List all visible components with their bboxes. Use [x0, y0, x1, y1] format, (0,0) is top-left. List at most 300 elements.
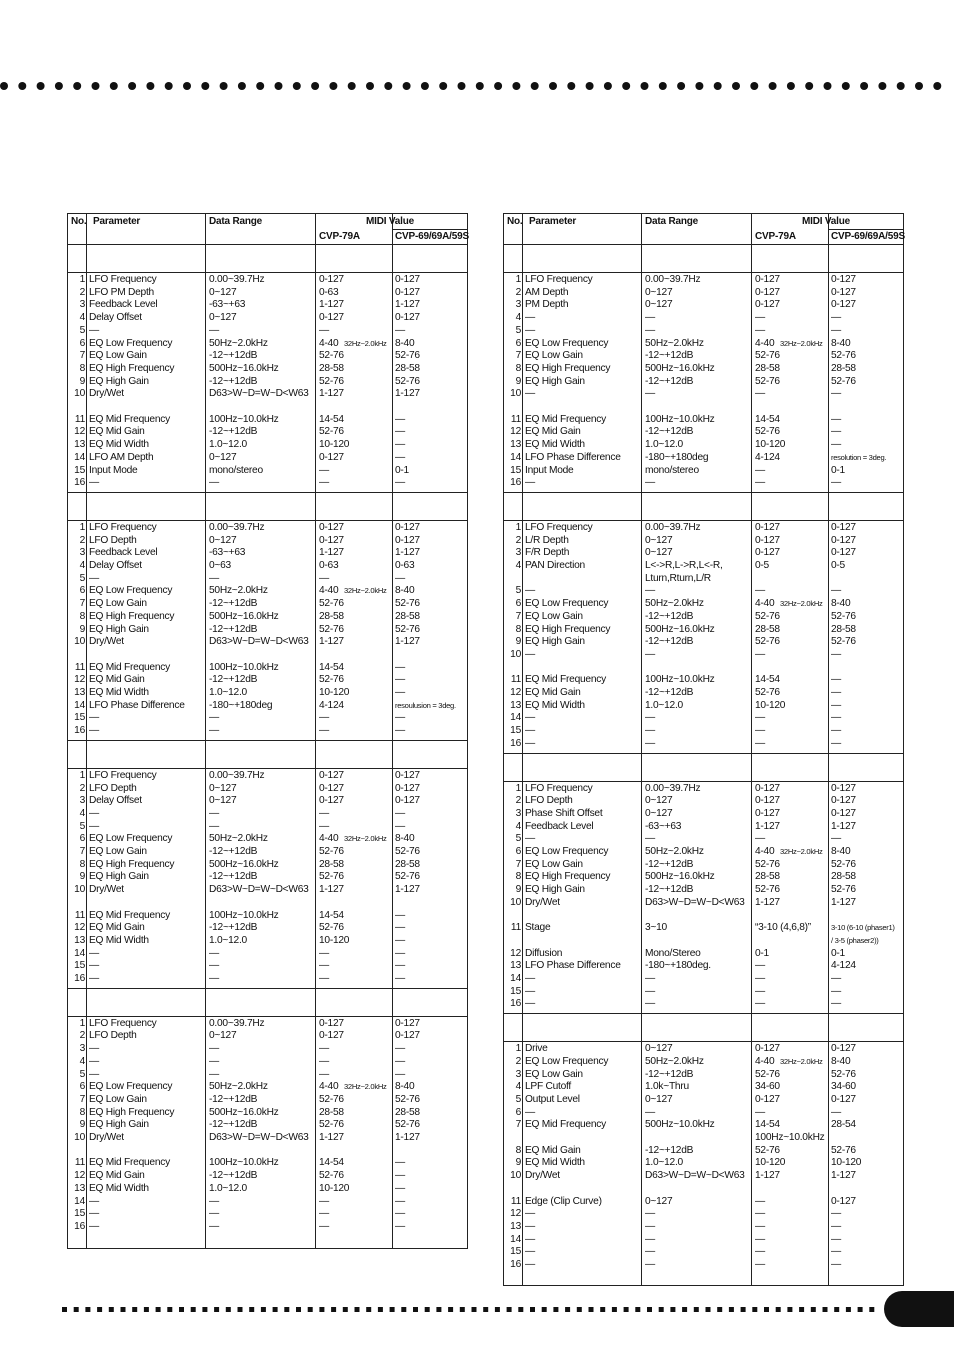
cell-no: 11: [74, 413, 85, 425]
cell-cvp69: 10-120: [831, 1157, 862, 1169]
rule-dot: [384, 82, 392, 90]
cell-parameter: EQ Mid Frequency: [89, 909, 170, 921]
cell-cvp69: 52-76: [831, 610, 856, 622]
cell-data-range: 1.0~12.0: [209, 439, 247, 451]
cell-parameter: EQ High Frequency: [89, 1106, 175, 1118]
cell-cvp69: —: [395, 572, 405, 584]
cell-data-range: -12~+12dB: [645, 858, 694, 870]
table-row: [504, 986, 903, 999]
cell-no: 7: [515, 858, 521, 870]
cell-parameter: —: [89, 1068, 99, 1080]
cell-cvp69: 4-124: [831, 960, 856, 972]
rule-square: [706, 1307, 711, 1312]
cell-parameter: EQ Mid Frequency: [89, 661, 170, 673]
table-row: [68, 287, 467, 300]
cell-data-range: -12~+12dB: [209, 922, 258, 934]
cell-no: 3: [79, 299, 85, 311]
table-row: [68, 859, 467, 872]
table-row: [68, 922, 467, 935]
cell-parameter: —: [89, 1055, 99, 1067]
cell-cvp79-note: 32Hz~2.0kHz: [780, 338, 823, 348]
cell-data-range: 0~127: [209, 451, 237, 463]
cell-cvp69: 52-76: [395, 375, 420, 387]
header-data-range: Data Range: [209, 216, 263, 227]
rule-square: [343, 1307, 348, 1312]
rule-dot: [458, 82, 466, 90]
cell-cvp79: —: [755, 985, 765, 997]
rule-dot: [439, 82, 447, 90]
cell-data-range: mono/stereo: [209, 464, 263, 476]
cell-parameter: Dry/Wet: [89, 636, 124, 648]
cell-cvp69: —: [395, 1157, 405, 1169]
cell-no: 8: [79, 1106, 85, 1118]
cell-parameter: LFO Frequency: [525, 521, 593, 533]
rule-square: [284, 1307, 289, 1312]
cell-data-range: 0~127: [645, 1093, 673, 1105]
cell-data-range: 0~127: [209, 534, 237, 546]
cell-cvp79: 0-127: [319, 795, 344, 807]
cell-cvp69: 0-127: [831, 1195, 856, 1207]
rule-square: [401, 1307, 406, 1312]
cell-cvp79: 52-76: [755, 687, 780, 698]
section-end-line: [504, 1013, 903, 1014]
cell-data-range: -12~+12dB: [209, 350, 258, 362]
cell-cvp69: —: [831, 477, 841, 489]
cell-no: 14: [510, 712, 521, 724]
rule-square: [109, 1307, 114, 1312]
cell-no: 15: [74, 1208, 85, 1220]
cell-parameter: —: [89, 973, 99, 984]
header-cvp79: CVP-79A: [755, 231, 796, 242]
cell-cvp69: 52-76: [395, 1119, 420, 1131]
cell-data-range: -180~+180deg.: [645, 960, 711, 972]
cell-no: 8: [79, 858, 85, 870]
cell-cvp79: 28-58: [319, 362, 344, 374]
table-row: [504, 833, 903, 846]
rule-dot: [110, 82, 118, 90]
cell-cvp79: 0-127: [755, 286, 780, 298]
table-row: [68, 598, 467, 611]
section-end-line: [504, 492, 903, 493]
cell-cvp69: 0-127: [831, 299, 856, 311]
cell-cvp69: —: [395, 426, 405, 438]
cell-cvp79: 10-120: [319, 687, 350, 698]
table-row: [68, 897, 467, 910]
cell-parameter: LFO Frequency: [89, 1017, 157, 1029]
cell-data-range: —: [645, 1233, 655, 1245]
cell-cvp69: —: [831, 833, 841, 845]
rule-square: [858, 1307, 863, 1312]
table-row: [68, 1107, 467, 1120]
cell-cvp69: —: [395, 725, 405, 737]
midi-value-divider: [828, 229, 903, 230]
cell-no: 9: [79, 1119, 85, 1131]
cell-cvp79: 4-40: [755, 598, 775, 610]
cell-cvp79: —: [319, 1043, 329, 1055]
cell-data-range: 500Hz~10.0kHz: [645, 1119, 715, 1131]
table-row: [68, 1081, 467, 1094]
cell-no: 12: [510, 426, 521, 438]
cell-cvp79: 4-40: [755, 846, 775, 857]
section-end-line: [68, 492, 467, 493]
cell-parameter: Feedback Level: [89, 547, 158, 559]
cell-cvp69: 52-76: [395, 871, 420, 883]
table-row: [68, 795, 467, 808]
cell-data-range: -12~+12dB: [645, 1144, 694, 1156]
cell-cvp79: —: [755, 388, 765, 400]
table-row: [504, 477, 903, 490]
cell-parameter: —: [89, 1043, 99, 1055]
cell-data-range: 100Hz~10.0kHz: [645, 674, 715, 686]
cell-cvp69: 0-127: [831, 274, 856, 285]
cell-no: 14: [510, 1233, 521, 1245]
cell-cvp69: —: [831, 1246, 841, 1258]
cell-no: 5: [515, 833, 521, 845]
cell-cvp79: —: [755, 737, 765, 749]
rule-dot: [750, 82, 758, 90]
cell-parameter: EQ High Frequency: [89, 362, 175, 374]
rule-dot: [677, 82, 685, 90]
table-row: [68, 573, 467, 586]
cell-data-range: —: [209, 1220, 219, 1232]
cell-cvp79: 1-127: [319, 636, 344, 648]
cell-cvp69: 52-76: [831, 636, 856, 648]
rule-square: [799, 1307, 804, 1312]
cell-no: 7: [515, 610, 521, 622]
cell-cvp79: 0-127: [319, 274, 344, 285]
cell-cvp79: 0-127: [755, 782, 780, 794]
cell-cvp79-note: 32Hz~2.0kHz: [344, 834, 387, 844]
cell-cvp79: 28-58: [319, 610, 344, 622]
cell-cvp69: —: [831, 973, 841, 984]
cell-cvp69: —: [831, 737, 841, 749]
cell-cvp79: 100Hz~10.0kHz: [755, 1132, 825, 1143]
cell-cvp69: —: [831, 439, 841, 451]
cell-parameter: —: [525, 1233, 535, 1245]
cell-cvp69: —: [395, 947, 405, 959]
cell-parameter: —: [89, 1195, 99, 1207]
cell-no: 8: [79, 362, 85, 374]
cell-cvp69: 28-58: [395, 1106, 420, 1118]
cell-no: 2: [79, 1030, 85, 1042]
cell-no: 15: [74, 712, 85, 724]
rule-dot: [494, 82, 502, 90]
cell-no: 3: [79, 547, 85, 559]
table-row: [68, 401, 467, 414]
rule-dot: [146, 82, 154, 90]
rule-square: [577, 1307, 582, 1312]
cell-no: 4: [515, 820, 521, 832]
table-row: [68, 299, 467, 312]
table-row: [504, 1196, 903, 1209]
cell-no: 14: [74, 699, 85, 711]
cell-cvp69: 52-76: [395, 598, 420, 610]
rule-square: [589, 1307, 594, 1312]
cell-parameter: EQ Mid Gain: [89, 1170, 145, 1182]
rule-dot: [512, 82, 520, 90]
rule-dot: [55, 82, 63, 90]
cell-cvp79: 0-63: [319, 286, 339, 298]
table-row: [504, 325, 903, 338]
cell-cvp69: 52-76: [831, 1144, 856, 1156]
table-row: [68, 725, 467, 738]
rule-dot: [92, 82, 100, 90]
cell-parameter: EQ Low Gain: [89, 1093, 147, 1105]
cell-parameter: Stage: [525, 922, 551, 934]
cell-data-range: 0.00~39.7Hz: [645, 521, 701, 533]
rule-square: [659, 1307, 664, 1312]
cell-data-range: -12~+12dB: [209, 623, 258, 635]
rule-square: [670, 1307, 675, 1312]
cell-data-range: —: [645, 712, 655, 724]
cell-data-range: 0~127: [645, 534, 673, 546]
cell-cvp69: 1-127: [395, 1132, 420, 1143]
cell-data-range: 0~63: [209, 560, 231, 571]
table-row: [68, 338, 467, 351]
cell-parameter: EQ Mid Width: [89, 687, 149, 698]
cell-cvp79: 52-76: [755, 884, 780, 896]
cell-parameter: LPF Cutoff: [525, 1081, 572, 1093]
cell-data-range: 500Hz~16.0kHz: [209, 610, 279, 622]
cell-parameter: LFO Frequency: [89, 274, 157, 285]
cell-data-range: -12~+12dB: [209, 1093, 258, 1105]
cell-cvp69: 1-127: [395, 636, 420, 648]
cell-cvp79: 28-58: [319, 1106, 344, 1118]
cell-no: 2: [515, 534, 521, 546]
rule-dot: [421, 82, 429, 90]
cell-data-range: -12~+12dB: [645, 636, 694, 648]
cell-parameter: —: [525, 1246, 535, 1258]
cell-parameter: EQ Low Frequency: [89, 833, 173, 845]
rule-square: [273, 1307, 278, 1312]
rule-dot: [805, 82, 813, 90]
cell-cvp69: —: [395, 1170, 405, 1182]
cell-cvp69: 0-127: [831, 534, 856, 546]
cell-data-range: Lturn,Rturn,L/R: [645, 572, 711, 584]
cell-no: 13: [510, 699, 521, 711]
rule-square: [296, 1307, 301, 1312]
cell-parameter: —: [89, 1220, 99, 1232]
cell-parameter: —: [525, 1259, 535, 1270]
cell-parameter: —: [525, 725, 535, 737]
cell-cvp79-note: 32Hz~2.0kHz: [780, 847, 823, 856]
rule-square: [483, 1307, 488, 1312]
cell-cvp79: 0-127: [319, 534, 344, 546]
cell-cvp69: 28-54: [831, 1119, 856, 1131]
cell-parameter: Dry/Wet: [525, 896, 560, 908]
table-row: [504, 871, 903, 884]
table-row: [68, 1196, 467, 1209]
cell-data-range: —: [209, 947, 219, 959]
cell-cvp69: —: [395, 960, 405, 972]
cell-data-range: —: [645, 585, 655, 597]
cell-cvp69: —: [831, 674, 841, 686]
cell-parameter: EQ High Frequency: [525, 623, 611, 635]
cell-data-range: —: [645, 648, 655, 660]
cell-no: 9: [79, 871, 85, 883]
cell-cvp79: 28-58: [755, 362, 780, 374]
cell-cvp79: 4-124: [755, 451, 780, 463]
cell-data-range: —: [209, 324, 219, 336]
table-row: [68, 649, 467, 662]
cell-cvp79: 14-54: [319, 413, 344, 425]
rule-dot: [256, 82, 264, 90]
cell-parameter: EQ High Gain: [89, 623, 149, 635]
cell-data-range: 100Hz~10.0kHz: [209, 1157, 279, 1169]
cell-no: 2: [515, 286, 521, 298]
cell-no: 12: [74, 674, 85, 686]
table-row: [68, 426, 467, 439]
cell-cvp79: —: [319, 324, 329, 336]
section-divider: [68, 1016, 467, 1017]
cell-cvp79: —: [755, 648, 765, 660]
cell-data-range: 50Hz~2.0kHz: [209, 1081, 268, 1093]
table-row: [68, 674, 467, 687]
rule-dot: [37, 82, 45, 90]
cell-no: 12: [74, 426, 85, 438]
cell-no: 12: [74, 1170, 85, 1182]
table-row: [504, 935, 903, 948]
cell-cvp79: —: [319, 1055, 329, 1067]
cell-cvp79: —: [319, 572, 329, 584]
cell-cvp79: 0-127: [319, 451, 344, 463]
cell-cvp79: 4-40: [755, 1055, 775, 1067]
rule-dot: [183, 82, 191, 90]
cell-no: 6: [79, 1081, 85, 1093]
cell-data-range: D63>W~D=W~D<W63: [209, 884, 309, 896]
cell-no: 10: [74, 884, 85, 896]
rule-dot: [842, 82, 850, 90]
cell-parameter: Dry/Wet: [89, 884, 124, 896]
cell-parameter: —: [89, 1208, 99, 1220]
cell-cvp69: —: [395, 1068, 405, 1080]
cell-data-range: —: [645, 1220, 655, 1232]
cell-parameter: EQ Low Frequency: [89, 337, 173, 349]
cell-data-range: —: [645, 312, 655, 324]
cell-cvp69: 28-58: [395, 362, 420, 374]
cell-no: 16: [510, 737, 521, 749]
cell-cvp69: —: [395, 439, 405, 451]
table-row: [68, 522, 467, 535]
rule-dot: [0, 82, 8, 90]
cell-cvp79: 4-40: [319, 833, 339, 845]
cell-parameter: EQ Mid Frequency: [89, 413, 170, 425]
bottom-dot-rule: [62, 1305, 882, 1315]
cell-parameter: Dry/Wet: [89, 388, 124, 400]
cell-cvp69: —: [831, 687, 841, 698]
cell-no: 8: [515, 623, 521, 635]
cell-parameter: Feedback Level: [89, 299, 158, 311]
table-row: [68, 1043, 467, 1056]
cell-parameter: LFO Depth: [89, 782, 137, 794]
cell-cvp69: 34-60: [831, 1081, 856, 1093]
cell-data-range: 0~127: [645, 795, 673, 807]
table-row: [504, 535, 903, 548]
cell-cvp79: 0-127: [319, 782, 344, 794]
table-row: [504, 897, 903, 910]
cell-no: 2: [79, 782, 85, 794]
cell-cvp69: —: [831, 725, 841, 737]
cell-cvp79: 1-127: [755, 820, 780, 832]
table-row: [504, 1246, 903, 1259]
rule-square: [179, 1307, 184, 1312]
table-row: [504, 522, 903, 535]
cell-cvp79: 0-127: [319, 769, 344, 781]
table-row: [68, 376, 467, 389]
cell-cvp79-note: 32Hz~2.0kHz: [344, 338, 387, 348]
table-row: [68, 535, 467, 548]
cell-parameter: EQ Mid Width: [89, 439, 149, 451]
cell-no: 15: [510, 725, 521, 737]
table-row: [68, 388, 467, 401]
cell-parameter: LFO AM Depth: [89, 451, 154, 463]
table-row: [504, 1069, 903, 1082]
cell-parameter: LFO Frequency: [89, 769, 157, 781]
cell-cvp69: —: [395, 1055, 405, 1067]
cell-cvp79: 0-127: [755, 1043, 780, 1055]
cell-data-range: 50Hz~2.0kHz: [209, 585, 268, 597]
cell-cvp79: 10-120: [319, 1182, 350, 1194]
cell-cvp79: 52-76: [319, 846, 344, 857]
rule-square: [846, 1307, 851, 1312]
cell-data-range: —: [645, 833, 655, 845]
page-number-tab: [884, 1291, 954, 1327]
cell-cvp69: 8-40: [395, 1081, 415, 1093]
midi-value-divider: [392, 229, 467, 230]
cell-cvp79: 0-127: [755, 1093, 780, 1105]
section-end-line: [504, 753, 903, 754]
cell-cvp69: 0-127: [831, 782, 856, 794]
cell-no: 9: [515, 375, 521, 387]
cell-no: 16: [510, 477, 521, 489]
cell-cvp79: 10-120: [755, 699, 786, 711]
cell-no: 11: [74, 1157, 85, 1169]
cell-no: 15: [510, 1246, 521, 1258]
cell-parameter: —: [525, 1220, 535, 1232]
table-row: [68, 312, 467, 325]
rule-dot: [165, 82, 173, 90]
rule-dot: [878, 82, 886, 90]
table-row: [504, 573, 903, 586]
table-row: [68, 611, 467, 624]
cell-cvp69: 28-58: [831, 871, 856, 883]
cell-parameter: —: [89, 947, 99, 959]
cell-cvp79: 34-60: [755, 1081, 780, 1093]
cell-no: 10: [510, 1170, 521, 1182]
cell-cvp79: —: [755, 1208, 765, 1220]
table-header: [68, 214, 467, 245]
cell-no: 8: [515, 362, 521, 374]
rule-square: [647, 1307, 652, 1312]
cell-data-range: 50Hz~2.0kHz: [645, 1055, 704, 1067]
cell-no: 16: [74, 477, 85, 489]
table-row: [504, 547, 903, 560]
cell-no: 15: [510, 985, 521, 997]
table-row: [68, 935, 467, 948]
table-row: [68, 821, 467, 834]
cell-cvp69: 0-1: [831, 947, 845, 959]
cell-data-range: 3~10: [645, 922, 667, 934]
table-row: [504, 725, 903, 738]
cell-cvp69: 28-58: [831, 362, 856, 374]
section-divider: [504, 520, 903, 521]
cell-no: 1: [79, 769, 85, 781]
cell-data-range: 50Hz~2.0kHz: [645, 598, 704, 610]
cell-cvp69: —: [831, 388, 841, 400]
cell-parameter: EQ Mid Gain: [525, 426, 581, 438]
cell-data-range: —: [209, 712, 219, 724]
cell-cvp79: 0-127: [319, 1030, 344, 1042]
